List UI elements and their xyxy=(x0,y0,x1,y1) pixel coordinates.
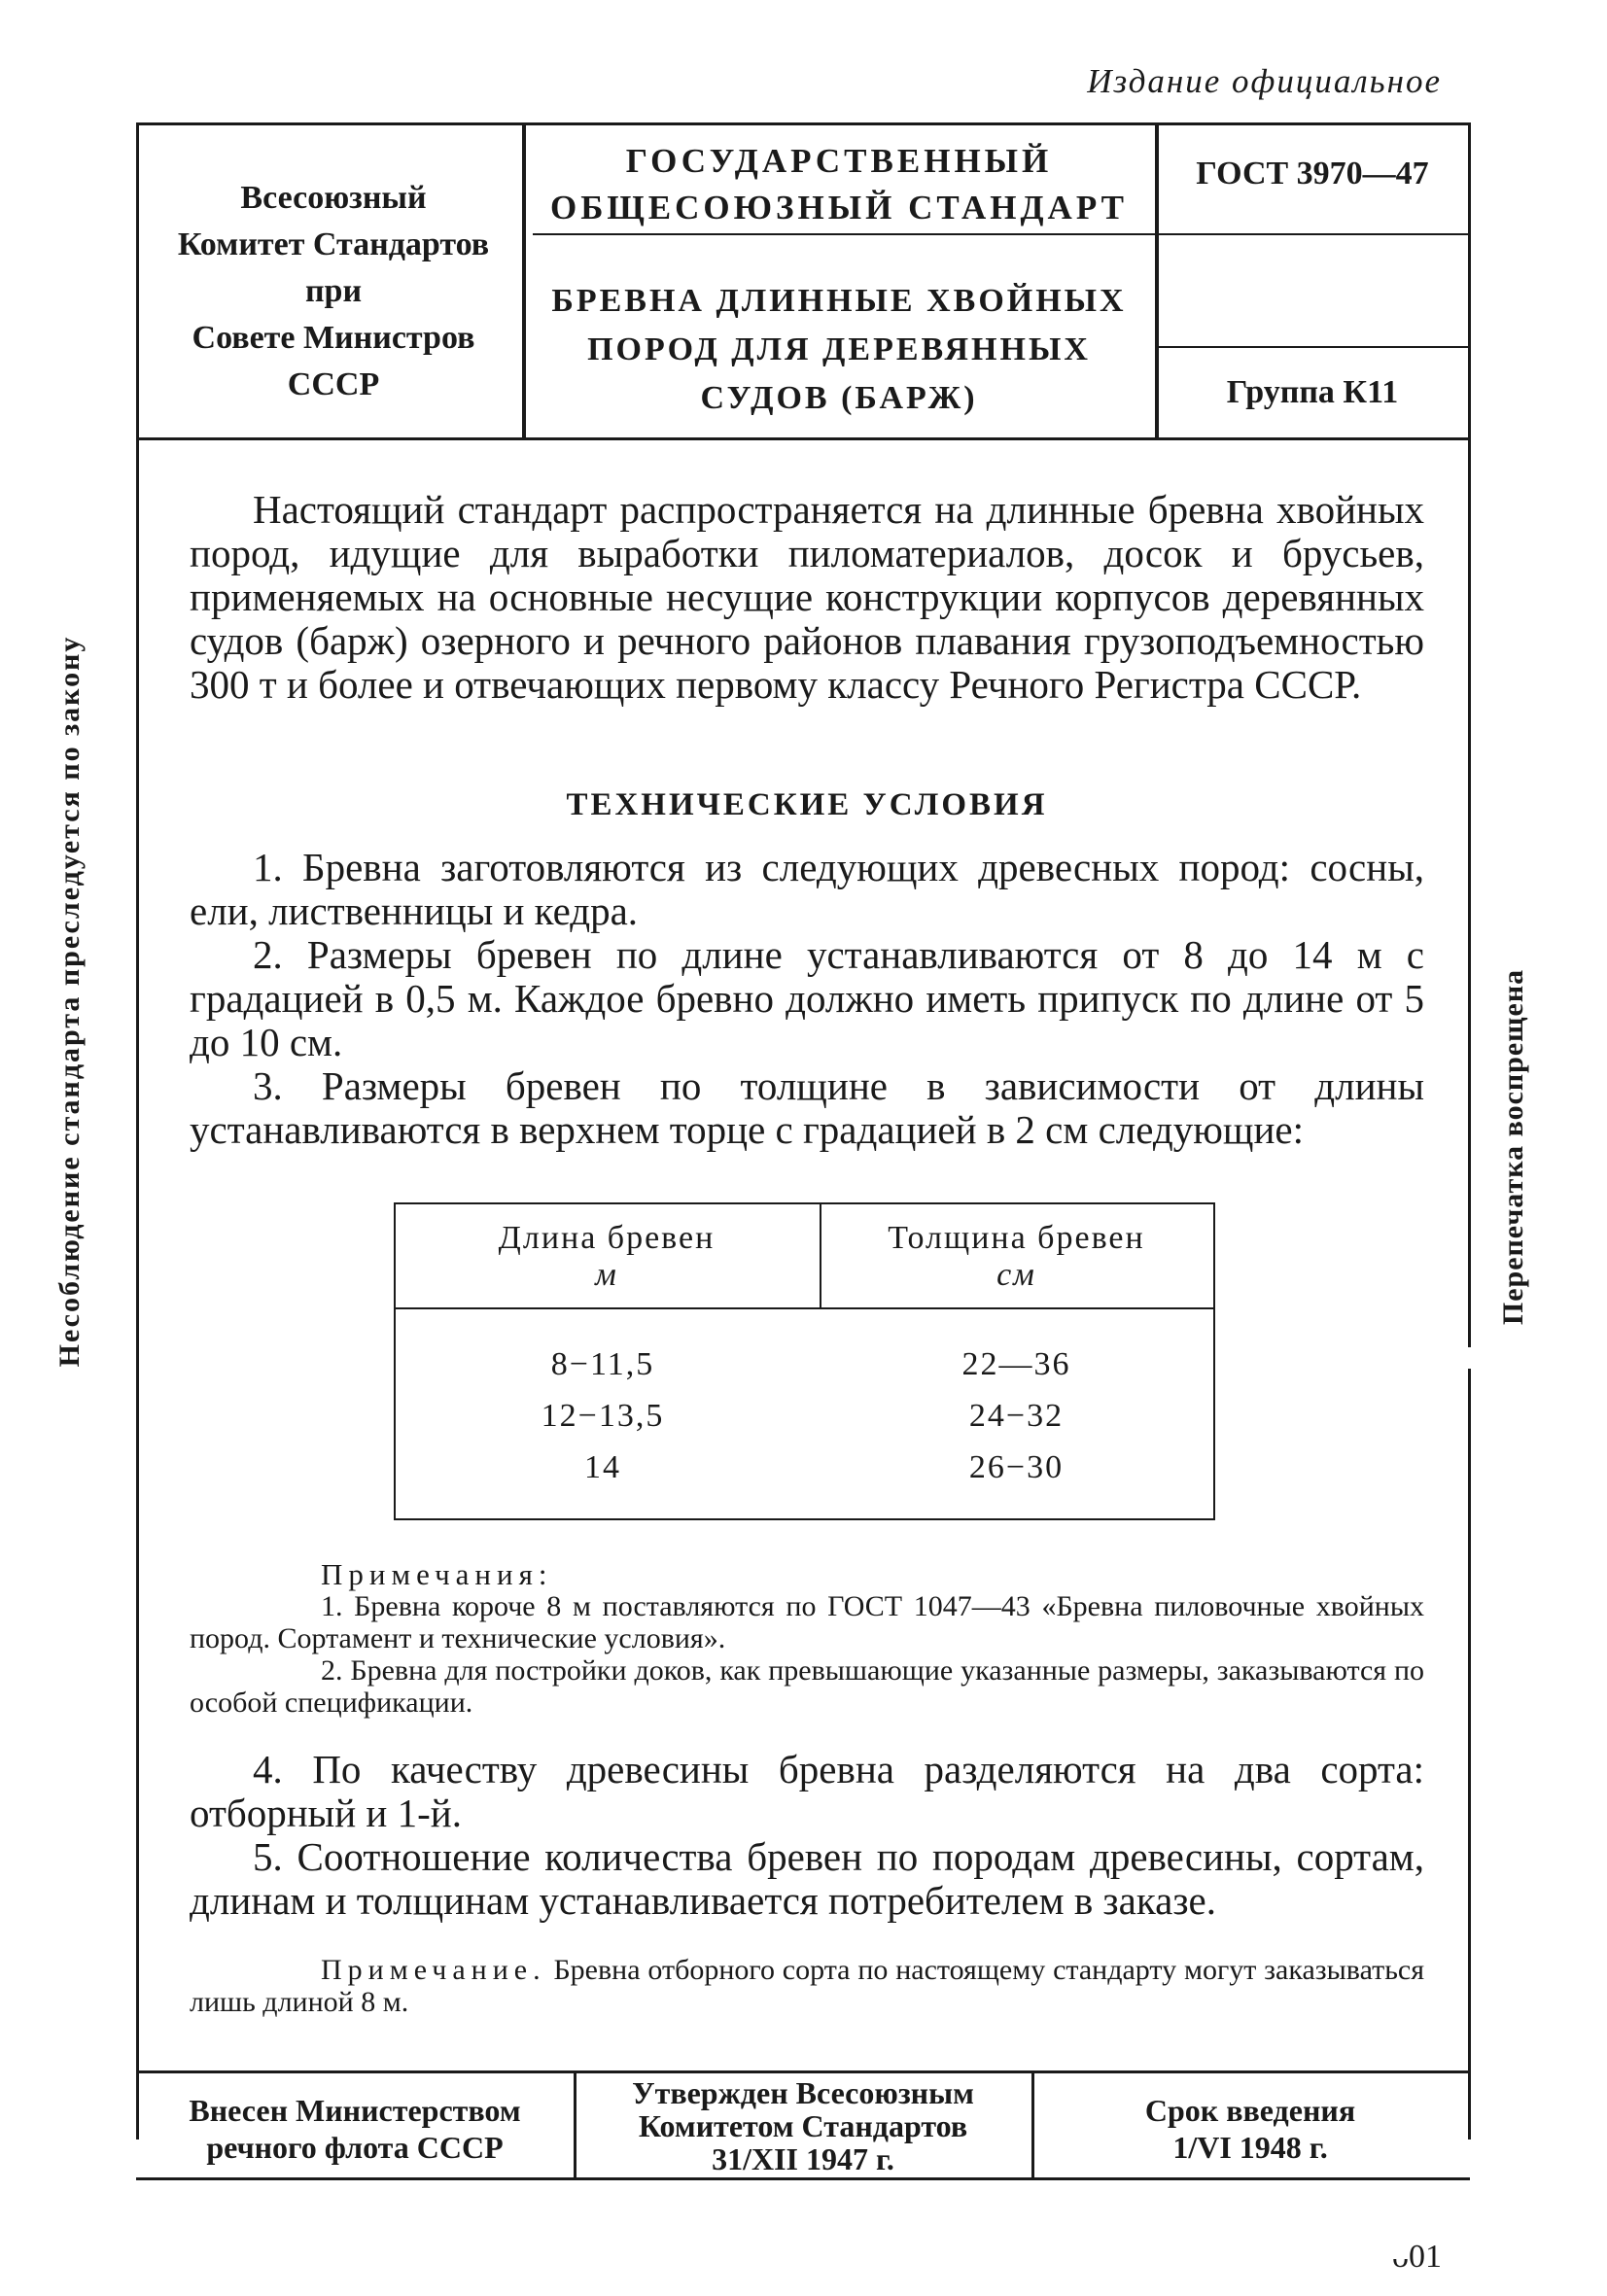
standard-type xyxy=(533,138,1145,231)
approved-line-1: Утвержден Всесоюзным xyxy=(632,2075,974,2110)
table-cell: 14 xyxy=(584,1449,621,1485)
effective-line-1: Срок введения xyxy=(1144,2093,1356,2128)
edition-label: Издание официальное xyxy=(1087,62,1442,100)
right-border-upper xyxy=(1468,122,1471,1347)
table-header-thickness xyxy=(820,1220,1213,1294)
footer-introduced xyxy=(141,2092,569,2166)
item-4: 4. По качеству древесины бревна разделяются на два сорта: отборный и 1-й. xyxy=(190,1747,1424,1835)
standard-type-line-2: ОБЩЕСОЮЗНЫЙ СТАНДАРТ xyxy=(550,189,1128,226)
footer-divider-1 xyxy=(574,2073,576,2177)
committee-line-1: Всесоюзный xyxy=(240,180,427,216)
notes-title: Примечания: xyxy=(321,1557,553,1591)
notes-block xyxy=(190,1558,1424,1719)
effective-line-2: 1/VI 1948 г. xyxy=(1172,2130,1328,2165)
intro-paragraph: Настоящий стандарт распространяется на длинные бревна хвойных пород, идущие для выработки пиломатериалов, досок и брусьев, применяемых на основные несущие конструкции корпусов деревянных судов (барж) озерного и речного районов плавания грузоподъемностью 300 т и более и отвечающих первому классу Речного Регистра СССР. xyxy=(190,487,1424,707)
note-2-block xyxy=(190,1954,1424,2018)
gost-number: ГОСТ 3970—47 xyxy=(1196,156,1429,191)
table-cell: 24−32 xyxy=(968,1398,1065,1434)
approved-line-3: 31/XII 1947 г. xyxy=(712,2141,894,2176)
standard-title-line-1: БРЕВНА ДЛИННЫЕ ХВОЙНЫХ xyxy=(551,283,1127,319)
introduced-line-1: Внесен Министерством xyxy=(189,2093,521,2128)
standard-title-line-2: ПОРОД ДЛЯ ДЕРЕВЯННЫХ xyxy=(587,331,1091,367)
header-divider-2 xyxy=(1155,122,1159,438)
side-warning-left: Несоблюдение стандарта преследуется по закону xyxy=(53,635,86,1368)
table-cell: 22—36 xyxy=(961,1346,1071,1382)
table-cell: 12−13,5 xyxy=(541,1398,665,1434)
standard-type-line-1: ГОСУДАРСТВЕННЫЙ xyxy=(625,142,1053,180)
table-header-border xyxy=(394,1307,1215,1309)
header-thickness-label: Толщина бревен xyxy=(888,1220,1145,1256)
table-cell: 26−30 xyxy=(968,1449,1065,1485)
header-outer-left xyxy=(136,122,139,2139)
item-3: 3. Размеры бревен по толщине в зависимости от длины устанавливаются в верхнем торце с градацией в 2 см следующие: xyxy=(190,1063,1424,1152)
footer-approved xyxy=(578,2076,1028,2175)
footer-effective xyxy=(1036,2092,1464,2166)
standard-title xyxy=(533,277,1145,423)
header-top-border xyxy=(136,122,1470,125)
side-warning-right: Перепечатка воспрещена xyxy=(1497,968,1529,1326)
header-length-label: Длина бревен xyxy=(498,1220,716,1256)
item-1: 1. Бревна заготовляются из следующих древесных пород: сосны, ели, лиственницы и кедра. xyxy=(190,845,1424,933)
header-right-line-2 xyxy=(1159,346,1468,348)
table-right-border xyxy=(1213,1202,1215,1519)
header-bottom-border xyxy=(136,437,1470,440)
footer-bottom-border xyxy=(136,2177,1470,2180)
note-2-text: Бревна отборного сорта по настоящему стандарту могут заказываться лишь длиной 8 м. xyxy=(190,1954,1425,2018)
committee-line-2: Комитет Стандартов xyxy=(177,226,490,262)
note-2-label: Примечание. xyxy=(321,1954,546,1986)
intro-block xyxy=(190,488,1424,707)
header-mid-line xyxy=(533,233,1155,235)
footer-top-border xyxy=(136,2070,1470,2073)
approved-line-2: Комитетом Стандартов xyxy=(638,2108,968,2143)
table-top-border xyxy=(394,1202,1215,1204)
footer-divider-2 xyxy=(1031,2073,1034,2177)
header-thickness-unit: см xyxy=(996,1257,1036,1293)
table-bottom-border xyxy=(394,1518,1215,1520)
group-code: Группа К11 xyxy=(1226,374,1399,410)
note-2: 2. Бревна для постройки доков, как превышающие указанные размеры, заказываются по особой спецификации. xyxy=(190,1654,1424,1719)
table-header-length xyxy=(394,1220,820,1294)
header-right-line-1 xyxy=(1159,233,1468,235)
table-cell: 8−11,5 xyxy=(550,1346,655,1382)
item-2: 2. Размеры бревен по длине устанавливаются от 8 до 14 м с градацией в 0,5 м. Каждое бревно должно иметь припуск по длине от 5 до 10 см. xyxy=(190,932,1424,1064)
standard-title-line-3: СУДОВ (БАРЖ) xyxy=(700,380,978,416)
right-border-lower xyxy=(1468,1369,1471,2139)
introduced-line-2: речного флота СССР xyxy=(206,2130,504,2165)
committee-line-4: Совете Министров xyxy=(192,320,475,356)
committee-line-3: при xyxy=(304,273,363,309)
header-length-unit: м xyxy=(595,1257,618,1293)
items-block-2 xyxy=(190,1748,1424,1923)
section-heading: ТЕХНИЧЕСКИЕ УСЛОВИЯ xyxy=(566,787,1048,822)
note-2-paragraph xyxy=(190,1954,1424,2018)
committee-line-5: СССР xyxy=(287,366,380,402)
committee-block xyxy=(144,175,523,408)
item-5: 5. Соотношение количества бревен по породам древесины, сортам, длинам и толщинам устанавливается потребителем в заказе. xyxy=(190,1834,1424,1923)
note-1: 1. Бревна короче 8 м поставляются по ГОСТ 1047—43 «Бревна пиловочные хвойных пород. Сортамент и технические условия». xyxy=(190,1590,1424,1654)
page-number: ᴗ01 xyxy=(1392,2239,1442,2275)
items-block-1 xyxy=(190,846,1424,1152)
